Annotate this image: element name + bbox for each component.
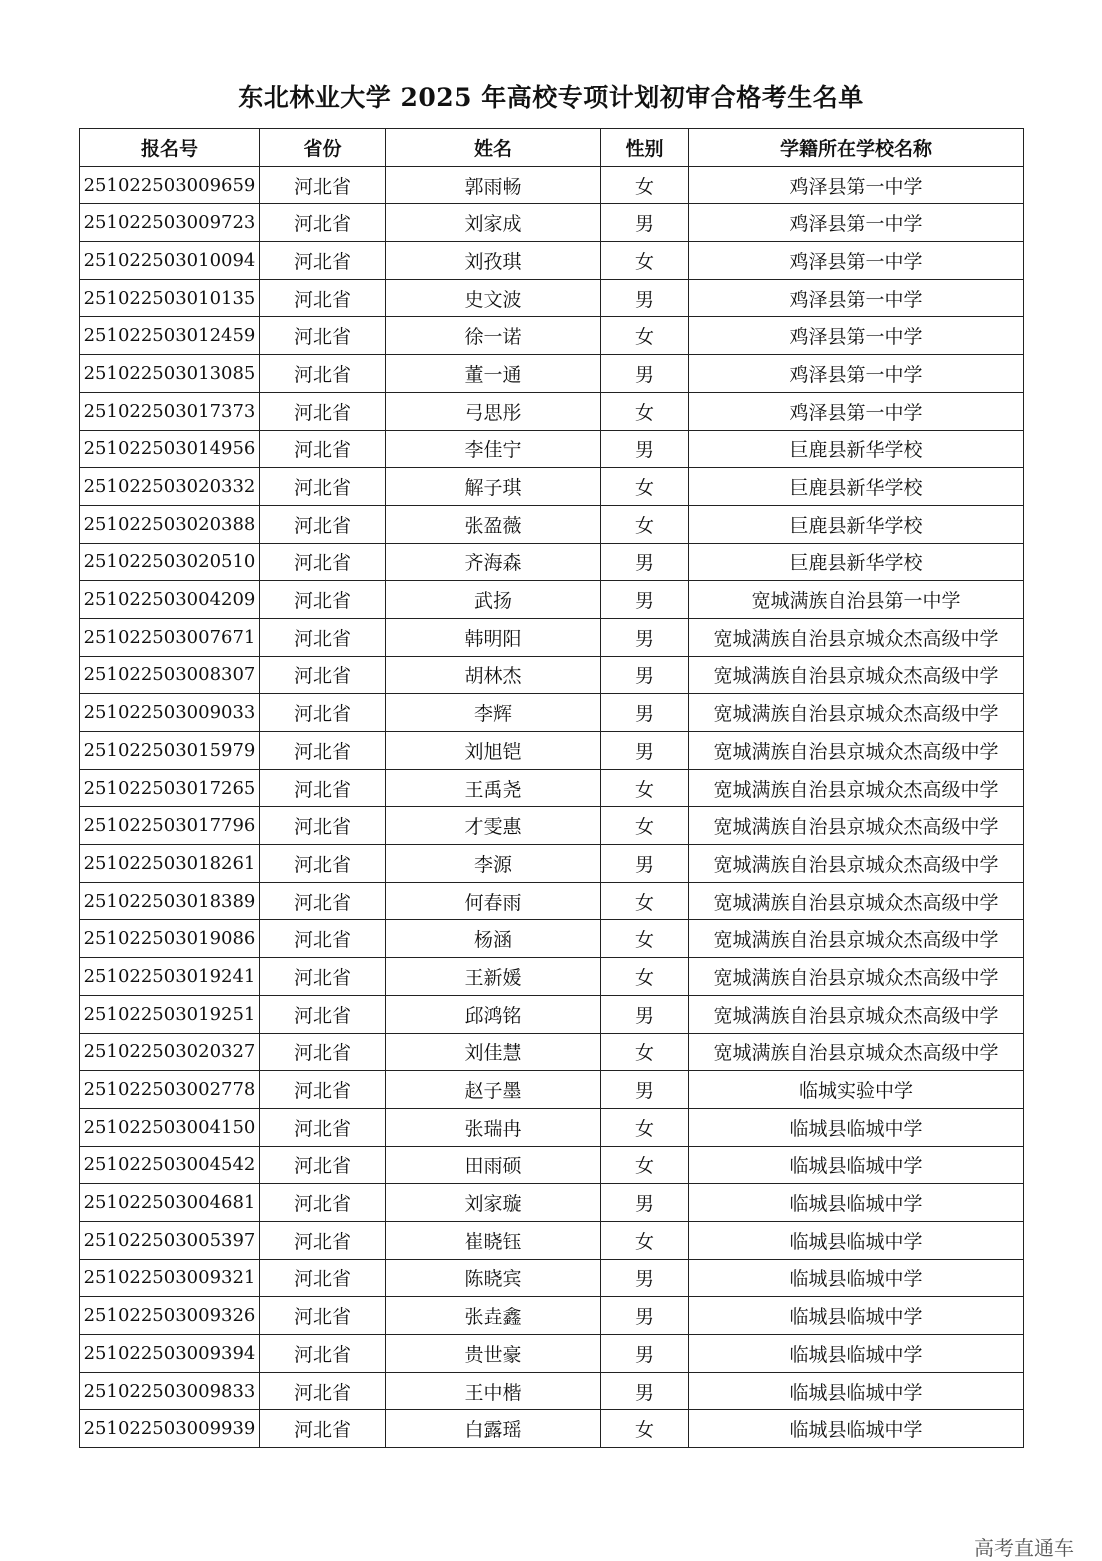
gender-cell: 女 xyxy=(601,882,689,920)
province-cell: 河北省 xyxy=(260,242,386,280)
school-cell: 宽城满族自治县京城众杰高级中学 xyxy=(689,845,1024,883)
gender-cell: 男 xyxy=(601,732,689,770)
reg-no-cell: 251022503009723 xyxy=(80,204,260,242)
reg-no-cell: 251022503008307 xyxy=(80,656,260,694)
table-row xyxy=(80,1335,1024,1373)
table-row xyxy=(80,1297,1024,1335)
gender-cell: 女 xyxy=(601,769,689,807)
gender-cell: 男 xyxy=(601,355,689,393)
reg-no-cell: 251022503020510 xyxy=(80,543,260,581)
reg-no-cell: 251022503015979 xyxy=(80,732,260,770)
gender-cell: 女 xyxy=(601,1221,689,1259)
school-cell: 临城县临城中学 xyxy=(689,1146,1024,1184)
province-cell: 河北省 xyxy=(260,543,386,581)
school-cell: 临城县临城中学 xyxy=(689,1184,1024,1222)
reg-no-cell: 251022503009326 xyxy=(80,1297,260,1335)
name-cell: 武扬 xyxy=(386,581,601,619)
table-row xyxy=(80,1108,1024,1146)
table-row xyxy=(80,656,1024,694)
gender-cell: 男 xyxy=(601,618,689,656)
reg-no-cell: 251022503019241 xyxy=(80,958,260,996)
reg-no-cell: 251022503012459 xyxy=(80,317,260,355)
name-cell: 田雨硕 xyxy=(386,1146,601,1184)
province-cell: 河北省 xyxy=(260,732,386,770)
table-row xyxy=(80,732,1024,770)
gender-cell: 女 xyxy=(601,807,689,845)
reg-no-cell: 251022503002778 xyxy=(80,1071,260,1109)
candidate-table xyxy=(79,128,1024,1448)
province-cell: 河北省 xyxy=(260,468,386,506)
reg-no-cell: 251022503020388 xyxy=(80,505,260,543)
name-cell: 史文波 xyxy=(386,279,601,317)
school-cell: 宽城满族自治县京城众杰高级中学 xyxy=(689,807,1024,845)
reg-no-cell: 251022503009394 xyxy=(80,1335,260,1373)
table-row xyxy=(80,204,1024,242)
reg-no-cell: 251022503004542 xyxy=(80,1146,260,1184)
reg-no-cell: 251022503010094 xyxy=(80,242,260,280)
reg-no-cell: 251022503004150 xyxy=(80,1108,260,1146)
school-cell: 临城县临城中学 xyxy=(689,1221,1024,1259)
table-row xyxy=(80,995,1024,1033)
name-cell: 崔晓钰 xyxy=(386,1221,601,1259)
gender-cell: 男 xyxy=(601,1372,689,1410)
school-cell: 鸡泽县第一中学 xyxy=(689,355,1024,393)
table-row xyxy=(80,807,1024,845)
name-cell: 王禹尧 xyxy=(386,769,601,807)
school-cell: 鸡泽县第一中学 xyxy=(689,317,1024,355)
province-cell: 河北省 xyxy=(260,1221,386,1259)
gender-cell: 女 xyxy=(601,166,689,204)
table-row xyxy=(80,242,1024,280)
province-cell: 河北省 xyxy=(260,505,386,543)
name-cell: 胡林杰 xyxy=(386,656,601,694)
province-cell: 河北省 xyxy=(260,1410,386,1448)
province-cell: 河北省 xyxy=(260,882,386,920)
name-cell: 李佳宁 xyxy=(386,430,601,468)
gender-cell: 男 xyxy=(601,1071,689,1109)
reg-no-cell: 251022503009321 xyxy=(80,1259,260,1297)
school-cell: 临城实验中学 xyxy=(689,1071,1024,1109)
gender-cell: 男 xyxy=(601,656,689,694)
province-cell: 河北省 xyxy=(260,618,386,656)
name-cell: 白露瑶 xyxy=(386,1410,601,1448)
gender-cell: 女 xyxy=(601,920,689,958)
table-row xyxy=(80,468,1024,506)
table-row xyxy=(80,279,1024,317)
table-row xyxy=(80,166,1024,204)
reg-no-cell: 251022503004209 xyxy=(80,581,260,619)
gender-cell: 男 xyxy=(601,204,689,242)
school-cell: 鸡泽县第一中学 xyxy=(689,279,1024,317)
table-row xyxy=(80,1221,1024,1259)
name-cell: 邱鸿铭 xyxy=(386,995,601,1033)
gender-cell: 男 xyxy=(601,845,689,883)
name-cell: 李源 xyxy=(386,845,601,883)
name-cell: 齐海森 xyxy=(386,543,601,581)
province-cell: 河北省 xyxy=(260,958,386,996)
reg-no-cell: 251022503018261 xyxy=(80,845,260,883)
page-title: 东北林业大学 2025 年高校专项计划初审合格考生名单 xyxy=(238,83,864,112)
gender-cell: 男 xyxy=(601,995,689,1033)
name-cell: 王中楷 xyxy=(386,1372,601,1410)
school-cell: 宽城满族自治县第一中学 xyxy=(689,581,1024,619)
header-province: 省份 xyxy=(260,129,386,167)
reg-no-cell: 251022503009659 xyxy=(80,166,260,204)
table-row xyxy=(80,618,1024,656)
school-cell: 宽城满族自治县京城众杰高级中学 xyxy=(689,694,1024,732)
table-row xyxy=(80,882,1024,920)
header-name: 姓名 xyxy=(386,129,601,167)
watermark-text: 高考直通车 xyxy=(974,1536,1074,1560)
name-cell: 才雯惠 xyxy=(386,807,601,845)
school-cell: 宽城满族自治县京城众杰高级中学 xyxy=(689,958,1024,996)
province-cell: 河北省 xyxy=(260,1297,386,1335)
province-cell: 河北省 xyxy=(260,317,386,355)
header-gender: 性别 xyxy=(601,129,689,167)
reg-no-cell: 251022503007671 xyxy=(80,618,260,656)
name-cell: 刘家成 xyxy=(386,204,601,242)
name-cell: 韩明阳 xyxy=(386,618,601,656)
table-row xyxy=(80,317,1024,355)
gender-cell: 女 xyxy=(601,1146,689,1184)
name-cell: 刘孜琪 xyxy=(386,242,601,280)
name-cell: 郭雨畅 xyxy=(386,166,601,204)
province-cell: 河北省 xyxy=(260,769,386,807)
reg-no-cell: 251022503009833 xyxy=(80,1372,260,1410)
gender-cell: 女 xyxy=(601,392,689,430)
province-cell: 河北省 xyxy=(260,166,386,204)
gender-cell: 女 xyxy=(601,242,689,280)
school-cell: 临城县临城中学 xyxy=(689,1297,1024,1335)
table-row xyxy=(80,1033,1024,1071)
school-cell: 巨鹿县新华学校 xyxy=(689,543,1024,581)
province-cell: 河北省 xyxy=(260,1184,386,1222)
reg-no-cell: 251022503004681 xyxy=(80,1184,260,1222)
gender-cell: 男 xyxy=(601,1184,689,1222)
school-cell: 宽城满族自治县京城众杰高级中学 xyxy=(689,769,1024,807)
gender-cell: 男 xyxy=(601,430,689,468)
name-cell: 徐一诺 xyxy=(386,317,601,355)
gender-cell: 女 xyxy=(601,1410,689,1448)
school-cell: 鸡泽县第一中学 xyxy=(689,242,1024,280)
table-row xyxy=(80,355,1024,393)
reg-no-cell: 251022503014956 xyxy=(80,430,260,468)
table-row xyxy=(80,958,1024,996)
gender-cell: 女 xyxy=(601,1033,689,1071)
province-cell: 河北省 xyxy=(260,1335,386,1373)
school-cell: 宽城满族自治县京城众杰高级中学 xyxy=(689,1033,1024,1071)
table-row xyxy=(80,1146,1024,1184)
reg-no-cell: 251022503020327 xyxy=(80,1033,260,1071)
school-cell: 临城县临城中学 xyxy=(689,1335,1024,1373)
gender-cell: 男 xyxy=(601,1259,689,1297)
table-row xyxy=(80,1184,1024,1222)
province-cell: 河北省 xyxy=(260,1071,386,1109)
table-row xyxy=(80,392,1024,430)
table-row xyxy=(80,505,1024,543)
reg-no-cell: 251022503009939 xyxy=(80,1410,260,1448)
name-cell: 赵子墨 xyxy=(386,1071,601,1109)
table-row xyxy=(80,543,1024,581)
gender-cell: 男 xyxy=(601,694,689,732)
school-cell: 宽城满族自治县京城众杰高级中学 xyxy=(689,732,1024,770)
header-school: 学籍所在学校名称 xyxy=(689,129,1024,167)
province-cell: 河北省 xyxy=(260,355,386,393)
province-cell: 河北省 xyxy=(260,1259,386,1297)
province-cell: 河北省 xyxy=(260,995,386,1033)
name-cell: 李辉 xyxy=(386,694,601,732)
reg-no-cell: 251022503017373 xyxy=(80,392,260,430)
school-cell: 鸡泽县第一中学 xyxy=(689,166,1024,204)
reg-no-cell: 251022503019251 xyxy=(80,995,260,1033)
gender-cell: 女 xyxy=(601,1108,689,1146)
province-cell: 河北省 xyxy=(260,392,386,430)
gender-cell: 男 xyxy=(601,279,689,317)
reg-no-cell: 251022503005397 xyxy=(80,1221,260,1259)
province-cell: 河北省 xyxy=(260,920,386,958)
name-cell: 杨涵 xyxy=(386,920,601,958)
name-cell: 张瑞冉 xyxy=(386,1108,601,1146)
gender-cell: 女 xyxy=(601,505,689,543)
name-cell: 王新媛 xyxy=(386,958,601,996)
province-cell: 河北省 xyxy=(260,694,386,732)
table-row xyxy=(80,1071,1024,1109)
gender-cell: 女 xyxy=(601,317,689,355)
reg-no-cell: 251022503018389 xyxy=(80,882,260,920)
reg-no-cell: 251022503009033 xyxy=(80,694,260,732)
name-cell: 解子琪 xyxy=(386,468,601,506)
name-cell: 董一通 xyxy=(386,355,601,393)
school-cell: 鸡泽县第一中学 xyxy=(689,392,1024,430)
school-cell: 临城县临城中学 xyxy=(689,1108,1024,1146)
gender-cell: 女 xyxy=(601,468,689,506)
table-row xyxy=(80,1259,1024,1297)
school-cell: 宽城满族自治县京城众杰高级中学 xyxy=(689,618,1024,656)
school-cell: 宽城满族自治县京城众杰高级中学 xyxy=(689,995,1024,1033)
name-cell: 何春雨 xyxy=(386,882,601,920)
name-cell: 贵世豪 xyxy=(386,1335,601,1373)
table-row xyxy=(80,769,1024,807)
school-cell: 临城县临城中学 xyxy=(689,1259,1024,1297)
province-cell: 河北省 xyxy=(260,430,386,468)
reg-no-cell: 251022503010135 xyxy=(80,279,260,317)
table-row xyxy=(80,430,1024,468)
header-reg-no: 报名号 xyxy=(80,129,260,167)
gender-cell: 男 xyxy=(601,1335,689,1373)
school-cell: 巨鹿县新华学校 xyxy=(689,505,1024,543)
province-cell: 河北省 xyxy=(260,1372,386,1410)
province-cell: 河北省 xyxy=(260,581,386,619)
name-cell: 刘旭铠 xyxy=(386,732,601,770)
table-row xyxy=(80,1410,1024,1448)
gender-cell: 女 xyxy=(601,958,689,996)
gender-cell: 男 xyxy=(601,1297,689,1335)
school-cell: 巨鹿县新华学校 xyxy=(689,430,1024,468)
school-cell: 宽城满族自治县京城众杰高级中学 xyxy=(689,882,1024,920)
province-cell: 河北省 xyxy=(260,1108,386,1146)
reg-no-cell: 251022503017796 xyxy=(80,807,260,845)
school-cell: 宽城满族自治县京城众杰高级中学 xyxy=(689,920,1024,958)
name-cell: 刘家璇 xyxy=(386,1184,601,1222)
table-row xyxy=(80,1372,1024,1410)
province-cell: 河北省 xyxy=(260,1033,386,1071)
reg-no-cell: 251022503017265 xyxy=(80,769,260,807)
name-cell: 弓思彤 xyxy=(386,392,601,430)
name-cell: 刘佳慧 xyxy=(386,1033,601,1071)
province-cell: 河北省 xyxy=(260,656,386,694)
school-cell: 临城县临城中学 xyxy=(689,1410,1024,1448)
school-cell: 宽城满族自治县京城众杰高级中学 xyxy=(689,656,1024,694)
reg-no-cell: 251022503020332 xyxy=(80,468,260,506)
province-cell: 河北省 xyxy=(260,204,386,242)
table-row xyxy=(80,694,1024,732)
gender-cell: 男 xyxy=(601,543,689,581)
name-cell: 张盈薇 xyxy=(386,505,601,543)
province-cell: 河北省 xyxy=(260,1146,386,1184)
gender-cell: 男 xyxy=(601,581,689,619)
province-cell: 河北省 xyxy=(260,807,386,845)
province-cell: 河北省 xyxy=(260,279,386,317)
school-cell: 临城县临城中学 xyxy=(689,1372,1024,1410)
table-header-row xyxy=(80,129,1024,167)
table-row xyxy=(80,920,1024,958)
reg-no-cell: 251022503013085 xyxy=(80,355,260,393)
name-cell: 张垚鑫 xyxy=(386,1297,601,1335)
province-cell: 河北省 xyxy=(260,845,386,883)
table-row xyxy=(80,845,1024,883)
table-body xyxy=(80,166,1024,1447)
school-cell: 鸡泽县第一中学 xyxy=(689,204,1024,242)
reg-no-cell: 251022503019086 xyxy=(80,920,260,958)
school-cell: 巨鹿县新华学校 xyxy=(689,468,1024,506)
name-cell: 陈晓宾 xyxy=(386,1259,601,1297)
table-row xyxy=(80,581,1024,619)
